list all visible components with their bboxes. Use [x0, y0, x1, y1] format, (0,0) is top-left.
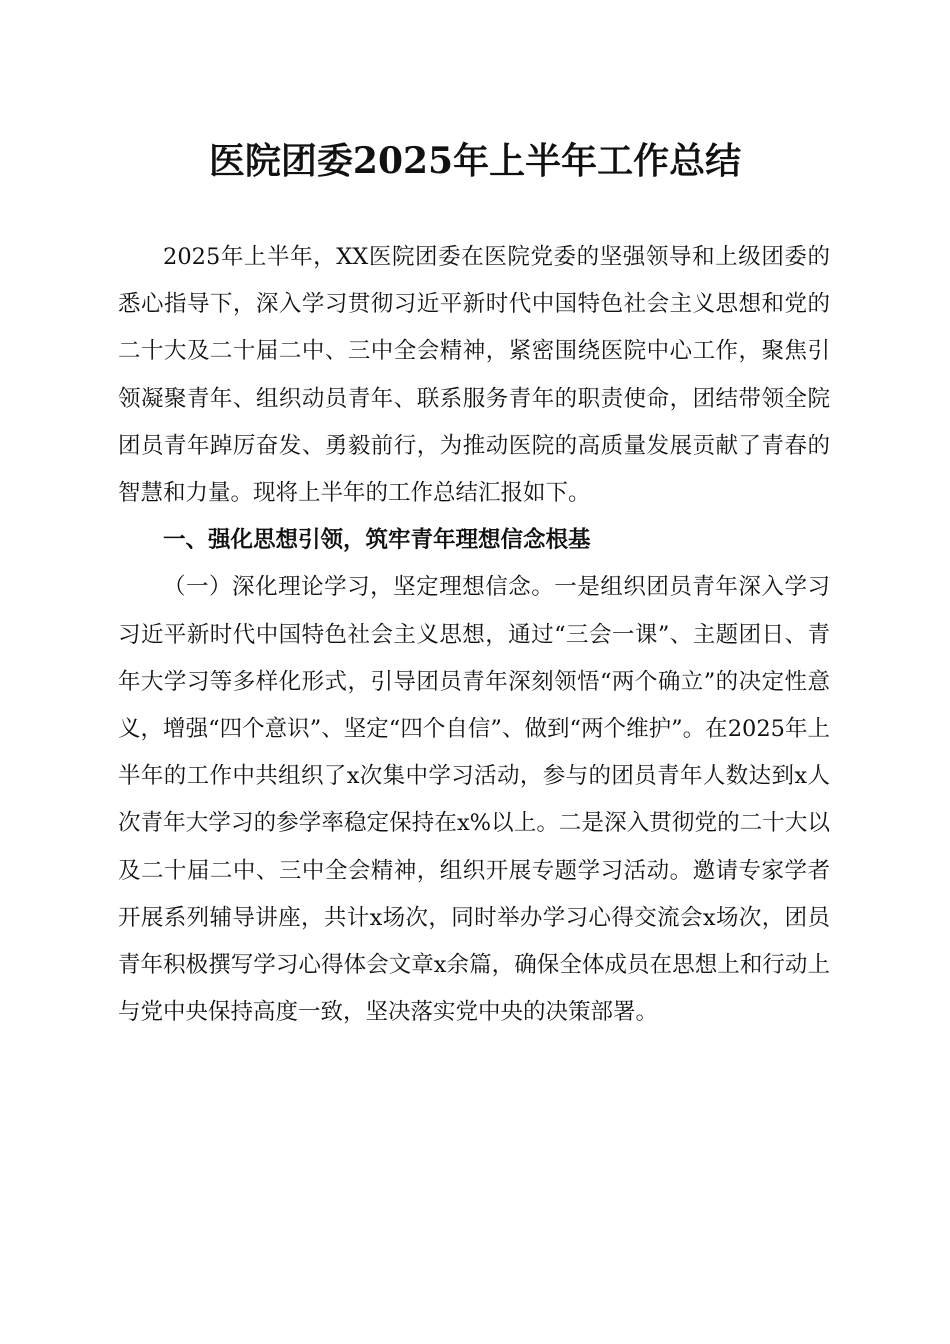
document-body: [118, 234, 830, 1036]
document-title: 医院团委2025年上半年工作总结: [208, 140, 742, 182]
section-heading-1: 一、强化思想引领，筑牢青年理想信念根基: [163, 527, 591, 554]
subsection-paragraph-1: [118, 564, 830, 1036]
subsection-label-1: （一）深化理论学习，坚定理想信念。: [163, 574, 555, 601]
intro-paragraph: 2025年上半年，XX医院团委在医院党委的坚强领导和上级团委的悉心指导下，深入学习贯彻习近平新时代中国特色社会主义思想和党的二十大及二十届二中、三中全会精神，紧密围绕医院中心工作，聚焦引领凝聚青年、组织动员青年、联系服务青年的职责使命，团结带领全院团员青年踔厉奋发、勇毅前行，为推动医院的高质量发展贡献了青春的智慧和力量。现将上半年的工作总结汇报如下。: [118, 244, 830, 507]
subsection-text-1: 一是组织团员青年深入学习习近平新时代中国特色社会主义思想，通过“三会一课”、主题团日、青年大学习等多样化形式，引导团员青年深刻领悟“两个确立”的决定性意义，增强“四个意识”、坚定“四个自信”、做到“两个维护”。在2025年上半年的工作中共组织了x次集中学习活动，参与的团员青年人数达到x人次青年大学习的参学率稳定保持在x%以上。二是深入贯彻党的二十大以及二十届二中、三中全会精神，组织开展专题学习活动。邀请专家学者开展系列辅导讲座，共计x场次，同时举办学习心得交流会x场次，团员青年积极撰写学习心得体会文章x余篇，确保全体成员在思想上和行动上与党中央保持高度一致，坚决落实党中央的决策部署。: [118, 574, 830, 1026]
